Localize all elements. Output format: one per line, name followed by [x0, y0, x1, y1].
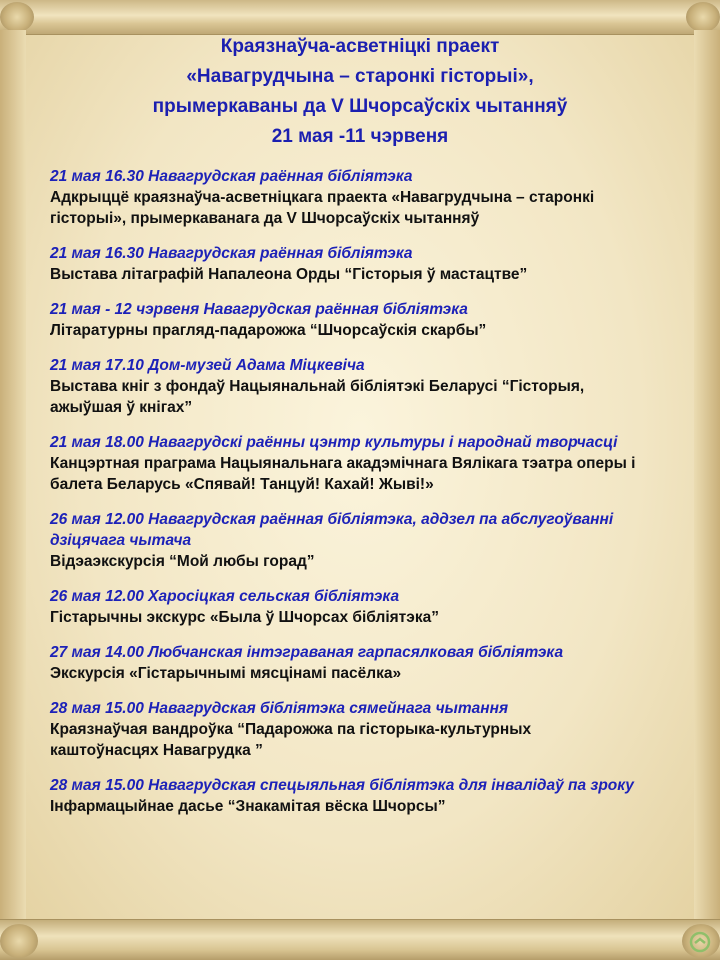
scroll-right-edge	[694, 30, 720, 924]
event-date-place: 21 мая 16.30 Навагрудская раённая бібліятэка	[50, 168, 413, 185]
event-description: Гістарычны экскурс «Была ў Шчорсах бібліятэка”	[50, 609, 439, 626]
event-description-cont: каштоўнасцях Навагрудка ”	[50, 742, 263, 759]
event-date-place: 21 мая 17.10 Дом-музей Адама Міцкевіча	[50, 357, 365, 374]
event-description-cont: гісторыі», прымеркаванага да V Шчорсаўскіх чытанняў	[50, 210, 480, 227]
event-date-place: 21 мая - 12 чэрвеня Навагрудская раённая бібліятэка	[50, 301, 468, 318]
event-description-cont: балета Беларусь «Спявай! Танцуй! Кахай! Жыві!»	[50, 476, 434, 493]
circular-arrow-icon	[688, 930, 712, 954]
event-item	[50, 243, 690, 285]
event-item	[50, 586, 690, 628]
event-item	[50, 432, 690, 495]
event-list	[50, 166, 690, 831]
title-line-1: Краязнаўча-асветніцкі праект	[220, 36, 500, 57]
event-description-cont: ажыўшая ў кнігах”	[50, 399, 193, 416]
event-description: Канцэртная праграма Нацыянальнага акадэмічнага Вялікага тэатра оперы і	[50, 455, 636, 472]
event-description: Краязнаўчая вандроўка “Падарожжа па гісторыка-культурных	[50, 721, 532, 738]
event-item	[50, 166, 690, 229]
event-date-place: 21 мая 18.00 Навагрудскі раённы цэнтр культуры і народнай творчасці	[50, 434, 618, 451]
event-date-place: 26 мая 12.00 Харосіцкая сельская бібліятэка	[50, 588, 400, 605]
event-description: Літаратурны прагляд-падарожжа “Шчорсаўскія скарбы”	[50, 322, 487, 339]
event-item	[50, 775, 690, 817]
event-date-place: 28 мая 15.00 Навагрудская бібліятэка сямейнага чытання	[50, 700, 509, 717]
event-date-place-cont: дзіцячага чытача	[50, 532, 192, 549]
event-description: Адкрыццё краязнаўча-асветніцкага праекта «Навагрудчына – старонкі	[50, 189, 595, 206]
event-date-place: 28 мая 15.00 Навагрудская спецыяльная бібліятэка для інвалідаў па зроку	[50, 777, 634, 794]
event-description: Інфармацыйнае дасье “Знакамітая вёска Шчорсы”	[50, 798, 446, 815]
event-description: Выстава літаграфій Напалеона Орды “Гісторыя ў мастацтве”	[50, 266, 528, 283]
title-line-2: «Навагрудчына – старонкі гісторыі»,	[186, 66, 534, 87]
event-item	[50, 698, 690, 761]
event-date-place: 26 мая 12.00 Навагрудская раённая бібліятэка, аддзел па абслугоўванні	[50, 511, 614, 528]
event-item	[50, 642, 690, 684]
event-description: Відэаэкскурсія “Мой любы горад”	[50, 553, 315, 570]
event-item	[50, 509, 690, 572]
scroll-left-edge	[0, 30, 26, 924]
event-description: Экскурсія «Гістарычнымі мясцінамі пасёлка»	[50, 665, 402, 682]
event-date-place: 27 мая 14.00 Любчанская інтэграваная гарпасялковая бібліятэка	[50, 644, 564, 661]
event-item	[50, 355, 690, 418]
scroll-bottom-roll	[0, 919, 720, 960]
page-title	[0, 32, 720, 152]
event-description: Выстава кніг з фондаў Нацыянальнай бібліятэкі Беларусі “Гісторыя,	[50, 378, 585, 395]
title-dates: 21 мая -11 чэрвеня	[271, 126, 449, 147]
scroll-top-roll	[0, 0, 720, 35]
event-item	[50, 299, 690, 341]
event-date-place: 21 мая 16.30 Навагрудская раённая бібліятэка	[50, 245, 413, 262]
title-line-3: прымеркаваны да V Шчорсаўскіх чытанняў	[152, 96, 568, 117]
